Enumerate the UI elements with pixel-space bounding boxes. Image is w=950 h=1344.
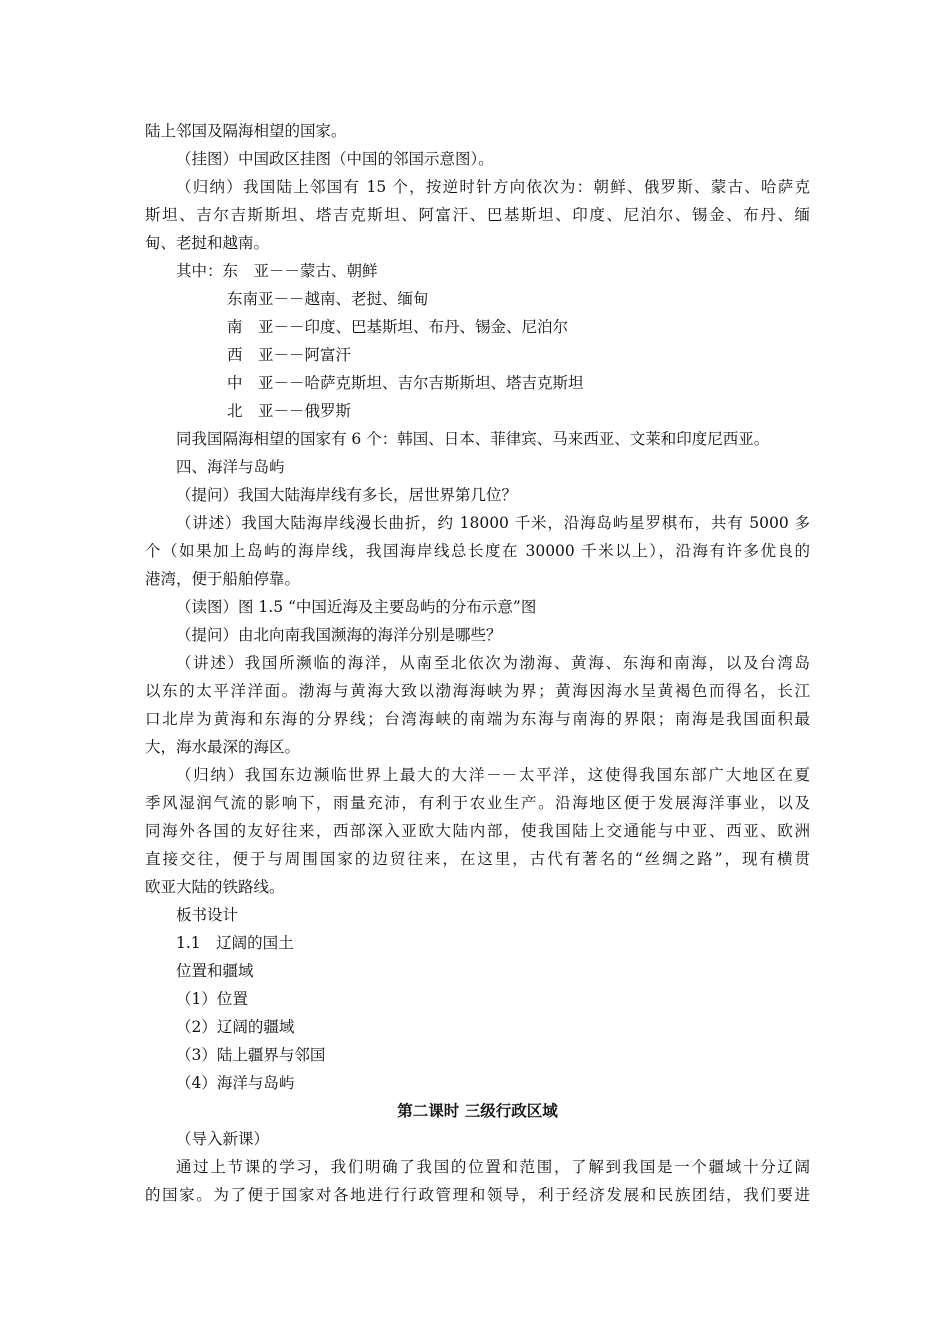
text-line: （讲述）我国大陆海岸线漫长曲折，约 18000 千米，沿海岛屿星罗棋布，共有 5000 多	[176, 514, 810, 532]
board-item: （1）位置	[176, 990, 248, 1008]
text-line: 同我国隔海相望的国家有 6 个：韩国、日本、菲律宾、马来西亚、文莱和印度尼西亚。	[176, 430, 770, 448]
text-line: 通过上节课的学习，我们明确了我国的位置和范围，了解到我国是一个疆域十分辽阔	[176, 1158, 810, 1176]
text-line: 其中：东 亚－－蒙古、朝鲜	[176, 262, 378, 280]
board-design-heading: 板书设计	[176, 906, 239, 924]
text-line: （读图）图 1.5 “中国近海及主要岛屿的分布示意”图	[176, 598, 537, 616]
lesson-title: 第二课时 三级行政区域	[397, 1102, 558, 1120]
text-line: 陆上邻国及隔海相望的国家。	[145, 122, 347, 140]
text-line: （归纳）我国陆上邻国有 15 个，按逆时针方向依次为：朝鲜、俄罗斯、蒙古、哈萨克	[176, 178, 810, 196]
text-line: 欧亚大陆的铁路线。	[145, 878, 285, 896]
text-line: 中 亚－－哈萨克斯坦、吉尔吉斯斯坦、塔吉克斯坦	[227, 374, 584, 392]
text-line: （挂图）中国政区挂图（中国的邻国示意图）。	[176, 150, 494, 168]
text-line: 的国家。为了便于国家对各地进行行政管理和领导，利于经济发展和民族团结，我们要进	[145, 1186, 810, 1204]
text-line: 港湾，便于船舶停靠。	[145, 570, 301, 588]
board-item: （3）陆上疆界与邻国	[176, 1046, 326, 1064]
text-line: 南 亚－－印度、巴基斯坦、布丹、锡金、尼泊尔	[227, 318, 569, 336]
board-item: 1.1 辽阔的国土	[176, 934, 294, 952]
board-item: （4）海洋与岛屿	[176, 1074, 295, 1092]
text-line: （讲述）我国所濒临的海洋，从南至北依次为渤海、黄海、东海和南海，以及台湾岛	[176, 654, 810, 672]
text-line: （归纳）我国东边濒临世界上最大的大洋－－太平洋，这使得我国东部广大地区在夏	[176, 766, 810, 784]
text-line: 季风湿润气流的影响下，雨量充沛，有利于农业生产。沿海地区便于发展海洋事业，以及	[145, 794, 810, 812]
text-line: 个（如果加上岛屿的海岸线，我国海岸线总长度在 30000 千米以上），沿海有许多优良的	[145, 542, 810, 560]
text-line: （提问）我国大陆海岸线有多长，居世界第几位？	[176, 486, 518, 504]
text-line: （导入新课）	[176, 1130, 270, 1148]
text-line: 斯坦、吉尔吉斯斯坦、塔吉克斯坦、阿富汗、巴基斯坦、印度、尼泊尔、锡金、布丹、缅	[145, 206, 810, 224]
text-line: 西 亚－－阿富汗	[227, 346, 352, 364]
text-line: （提问）由北向南我国濒海的海洋分别是哪些？	[176, 626, 502, 644]
text-line: 以东的太平洋洋面。渤海与黄海大致以渤海海峡为界；黄海因海水呈黄褐色而得名，长江	[145, 682, 810, 700]
board-item: （2）辽阔的疆域	[176, 1018, 295, 1036]
text-line: 北 亚－－俄罗斯	[227, 402, 352, 420]
text-line: 大，海水最深的海区。	[145, 738, 301, 756]
board-item: 位置和疆域	[176, 962, 254, 980]
text-line: 甸、老挝和越南。	[145, 234, 270, 252]
document-page	[145, 117, 810, 1209]
text-line: 直接交往，便于与周围国家的边贸往来，在这里，古代有著名的“丝绸之路”，现有横贯	[145, 850, 810, 868]
section-heading: 四、海洋与岛屿	[176, 458, 285, 476]
text-line: 东南亚－－越南、老挝、缅甸	[227, 290, 429, 308]
text-line: 口北岸为黄海和东海的分界线；台湾海峡的南端为东海与南海的界限；南海是我国面积最	[145, 710, 810, 728]
text-line: 同海外各国的友好往来，西部深入亚欧大陆内部，使我国陆上交通能与中亚、西亚、欧洲	[145, 822, 810, 840]
